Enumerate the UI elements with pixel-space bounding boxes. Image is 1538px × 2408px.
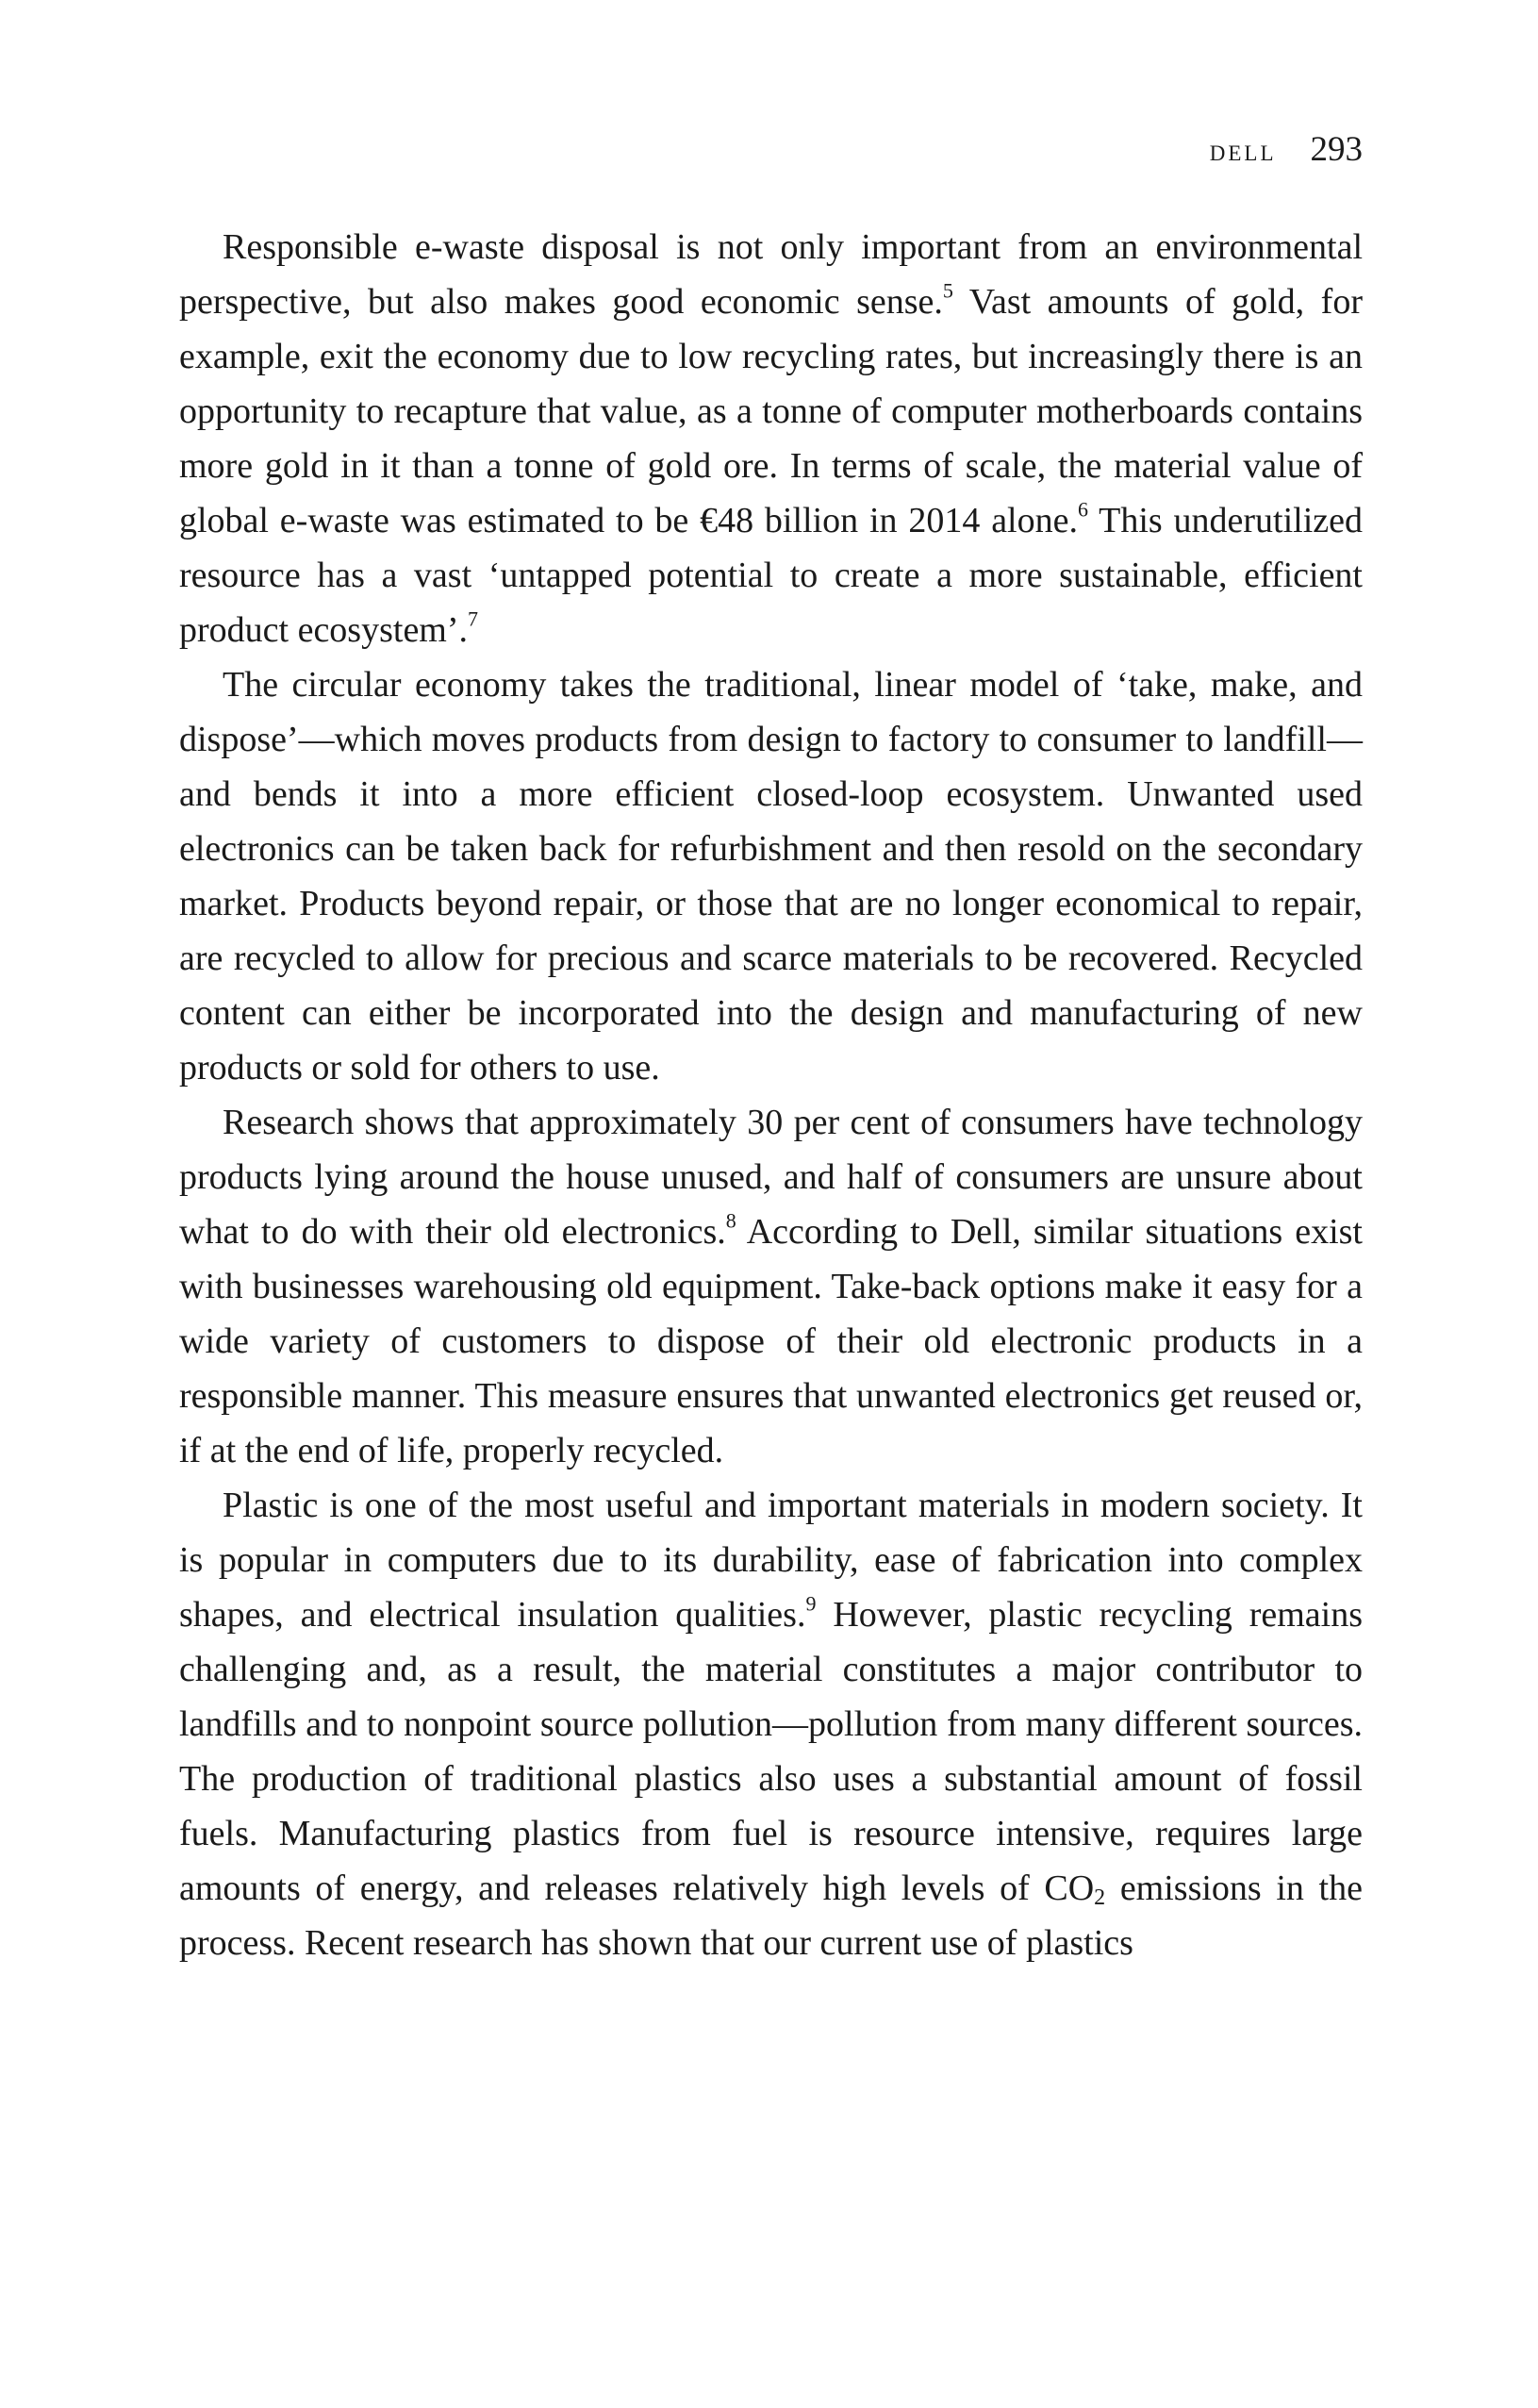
- paragraph-1: [179, 220, 1363, 657]
- footnote-ref: 7: [468, 606, 479, 631]
- subscript: 2: [1094, 1885, 1106, 1910]
- paragraph-text: Research shows that approximately 30 per cent of consumers have technology products lying around the house unused, and half of consumers are unsure about what to do with their old electronics.: [179, 1103, 1363, 1252]
- paragraph-text: The circular economy takes the traditional, linear model of ‘take, make, and dispose’—which moves products from design to factory to consumer to landfill—and bends it into a more efficient closed-loop ecosystem. Unwanted used electronics can be taken back for refurbishment and then resold on the secondary market. Products beyond repair, or those that are no longer economical to repair, are recycled to allow for precious and scarce materials to be recovered. Recycled content can either be incorporated into the design and manufacturing of new products or sold for others to use.: [179, 665, 1363, 1088]
- paragraph-text: Responsible e-waste disposal is not only important from an environmental perspective, but also makes good economic sense.: [179, 227, 1363, 322]
- paragraph-text: Plastic is one of the most useful and important materials in modern society. It is popular in computers due to its durability, ease of fabrication into complex shapes, and electrical insulation qualities.: [179, 1486, 1363, 1635]
- footnote-ref: 5: [942, 278, 953, 303]
- paragraph-text: Vast amounts of gold, for example, exit the economy due to low recycling rates, but increasingly there is an opportunity to recapture that value, as a tonne of computer motherboards contains more gold in it than a tonne of gold ore. In terms of scale, the material value of global e-waste was estimated to be €48 billion in 2014 alone.: [179, 282, 1363, 540]
- body-text: [179, 220, 1363, 1970]
- running-head: [1210, 132, 1363, 167]
- paragraph-3: [179, 1095, 1363, 1478]
- running-head-title: dell: [1209, 134, 1277, 168]
- paragraph-text: According to Dell, similar situations exist with businesses warehousing old equipment. Take-back options make it easy for a wide variety of customers to dispose of their old electronic products in a responsible manner. This measure ensures that unwanted electronics get reused or, if at the end of life, properly recycled.: [179, 1212, 1363, 1470]
- footnote-ref: 6: [1077, 497, 1088, 522]
- footnote-ref: 8: [725, 1208, 736, 1233]
- footnote-ref: 9: [805, 1591, 817, 1616]
- paragraph-text: However, plastic recycling remains challenging and, as a result, the material constitutes a major contributor to landfills and to nonpoint source pollution—pollution from many different sources. The production of traditional plastics also uses a substantial amount of fossil fuels. Manufacturing plastics from fuel is resource intensive, requires large amounts of energy, and releases relatively high levels of CO: [179, 1595, 1363, 1908]
- paragraph-2: [179, 657, 1363, 1095]
- page-number: 293: [1310, 130, 1363, 169]
- paragraph-text: This underutilized resource has a vast ‘untapped potential to create a more sustainable, efficient product ecosystem’.: [179, 501, 1363, 650]
- paragraph-text: emissions in the process. Recent research has shown that our current use of plastics: [179, 1868, 1363, 1963]
- paragraph-4: [179, 1478, 1363, 1970]
